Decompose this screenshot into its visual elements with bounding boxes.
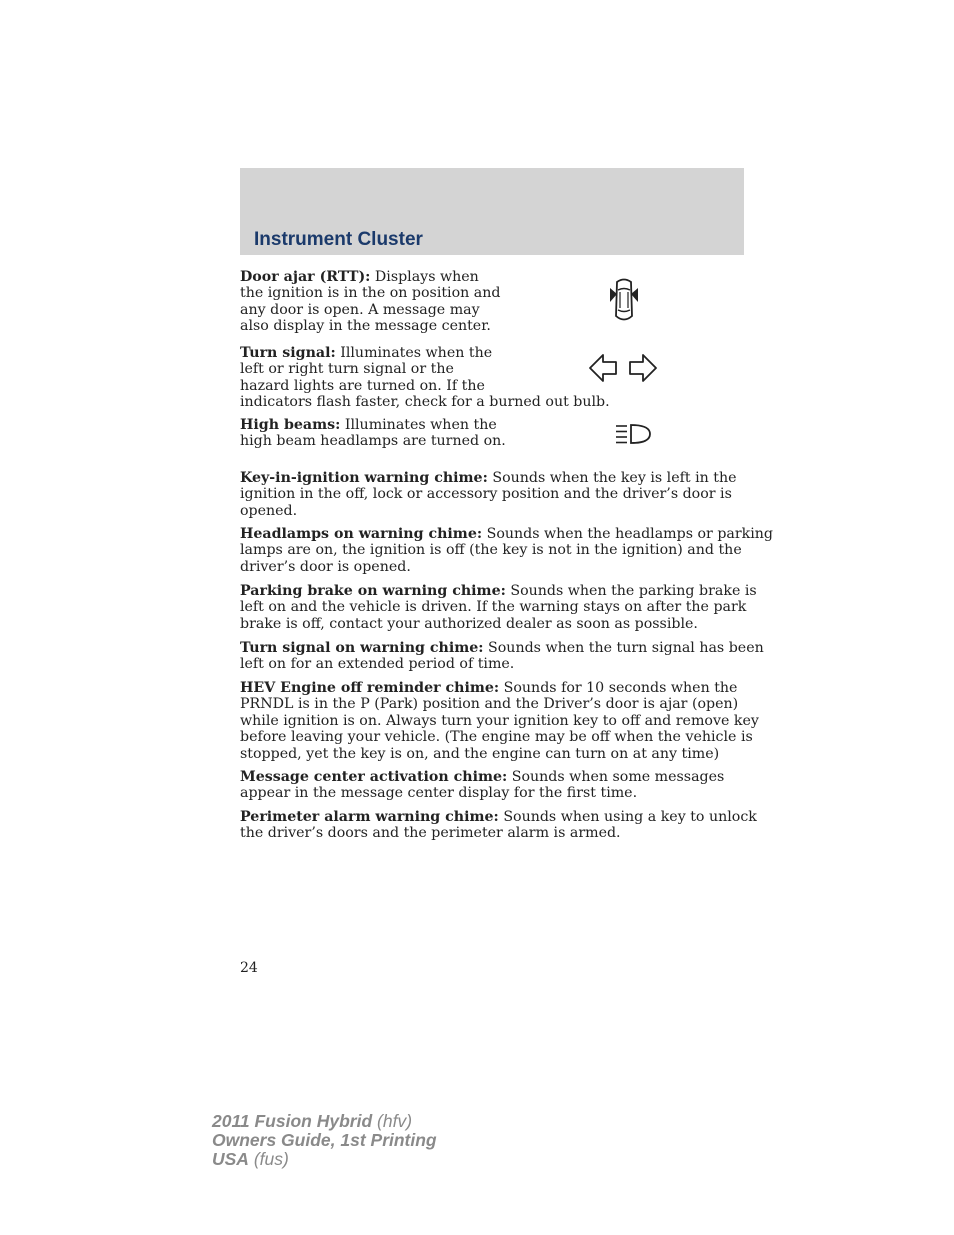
door-ajar-entry: Door ajar (RTT): Displays when the ignition is in the on position and any door is open. A message may also display in the message center. [240, 269, 501, 335]
entry-term: Key-in-ignition warning chime: [240, 470, 488, 486]
turn-signal-arrows-icon [588, 352, 658, 384]
entry-term: Parking brake on warning chime: [240, 583, 506, 599]
entry-term: Perimeter alarm warning chime: [240, 809, 499, 825]
perimeter-alarm-chime-entry: Perimeter alarm warning chime: Sounds when using a key to unlock the driver’s doors and the perimeter alarm is armed. [240, 809, 757, 842]
footer-region: USA [212, 1149, 249, 1169]
footer-model: 2011 Fusion Hybrid [212, 1111, 373, 1131]
entry-term: Turn signal: [240, 345, 336, 361]
headlamps-on-chime-entry: Headlamps on warning chime: Sounds when the headlamps or parking lamps are on, the ignition is off (the key is not in the ignition) and the driver’s door is opened. [240, 526, 773, 575]
entry-term: Turn signal on warning chime: [240, 640, 484, 656]
entry-term: Message center activation chime: [240, 769, 508, 785]
entry-term: Door ajar (RTT): [240, 269, 371, 285]
entry-term: High beams: [240, 417, 341, 433]
footer-model-code: (hfv) [377, 1111, 413, 1131]
high-beam-icon [614, 423, 652, 445]
message-center-chime-entry: Message center activation chime: Sounds when some messages appear in the message center display for the first time. [240, 769, 725, 802]
hev-engine-off-chime-entry: HEV Engine off reminder chime: Sounds for 10 seconds when the PRNDL is in the P (Park) position and the Driver’s door is ajar (open) while ignition is on. Always turn your ignition key to off and remove key before leaving your vehicle. (The engine may be off when the vehicle is stopped, yet the key is on, and the engine can turn on at any time) [240, 680, 759, 762]
entry-term: Headlamps on warning chime: [240, 526, 483, 542]
parking-brake-chime-entry: Parking brake on warning chime: Sounds when the parking brake is left on and the vehicle is driven. If the warning stays on after the park brake is off, contact your authorized dealer as soon as possible. [240, 583, 757, 632]
footer-edition: Owners Guide, 1st Printing [212, 1130, 437, 1150]
high-beams-entry: High beams: Illuminates when the high beam headlamps are turned on. [240, 417, 506, 450]
document-footer [212, 1112, 437, 1169]
key-in-ignition-chime-entry: Key-in-ignition warning chime: Sounds when the key is left in the ignition in the off, lock or accessory position and the driver’s door is opened. [240, 470, 737, 519]
section-header-band [240, 168, 744, 255]
section-title: Instrument Cluster [254, 229, 423, 250]
footer-region-code: (fus) [253, 1149, 289, 1169]
turn-signal-chime-entry: Turn signal on warning chime: Sounds when the turn signal has been left on for an extended period of time. [240, 640, 764, 673]
page-number: 24 [240, 960, 258, 976]
door-ajar-icon [604, 276, 644, 324]
turn-signal-entry: Turn signal: Illuminates when the left or right turn signal or the hazard lights are turned on. If the indicators flash faster, check for a burned out bulb. [240, 345, 610, 411]
entry-term: HEV Engine off reminder chime: [240, 680, 500, 696]
